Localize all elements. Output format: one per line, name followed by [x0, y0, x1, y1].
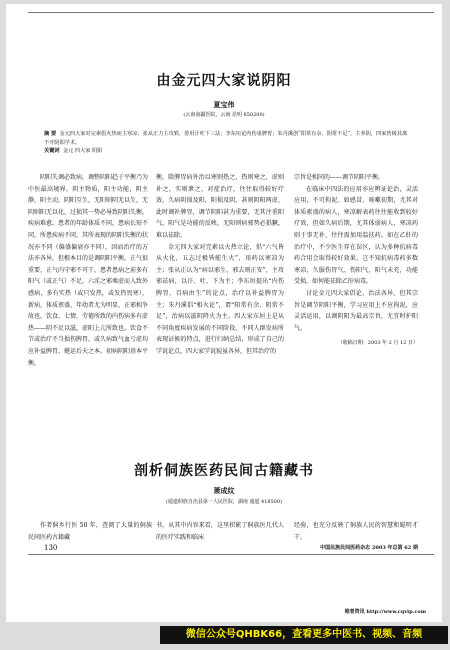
body-column-2 [156, 172, 284, 358]
body-paragraph: 金元四大家对完素以火热立论，倡“六气皆从火化，五志过极皆能生火”，用药以寒凉为主；张从正认为“病以邪生，邪去则正安”，主攻邪祛病，以汗、吐、下为主；李东垣提出“内伤脾胃，百病由生”的论点，治疗以补益脾胃为主；朱丹溪倡“相火论”，谓“阳常有余，阴常不足”，治病以滋阴降火为主。四大家东垣上是从不同角度疾病发展的不同阶段，不同人群发病所表现证候的特点，进行归纳总结，形成了自己的学说论点，四大家学说貌虽各异，但其治疗的 [156, 243, 284, 355]
journal-page [6, 4, 442, 622]
received-date: （收稿日期：2003 年 2 月 12 日） [337, 340, 418, 347]
article2-title: 剖析侗族医药民间古籍藏书 [134, 463, 314, 479]
body-paragraph: 阴阳失调必致病，调整阴阳趋于平衡乃为中医最高境界。阴主物质，阳主功能，阴主静，阳主动，阴阳互生，无阳则阴无以生，无阴则阳无以化，过损其一势必导致阴阳失衡，疾病难愈。患者的年龄体质不同，患病长短不同，所患疾病不同，其所表现的阴阳失衡的状况亦不同（偏盛偏衰亦不同），因而治疗的方法亦各异，但根本目的是调阴阳平衡。正气很重要，正气内守邪不可干。患者患病之前多有阳气（或正气）不足，六淫之邪乘虚而入致外感病，多有实热（或只发热，或发热畏寒），新病，体质禀盛，年幼者尤为明显，正邪相争故也。饮食、七情、劳倦所致的内伤病多有虚热——阴不足以滋，虚阳上亢所致也。饮食不节或治疗不当损伤脾胃，或久病致气血亏虚均应补益脾胃，健运后天之本。初病阴阳基本平衡， [28, 174, 149, 367]
bottom-rule [28, 554, 434, 555]
body-column-3 [294, 172, 418, 350]
abstract-text: 金元四大家对完素倡火热而主寒凉；张从正力主攻邪，善用汗吐下三法；李东垣论内伤重脾胃；朱丹溪创“阳常有余，阴常不足”，主养阴，四家皆极其离不开阴阳学术。 [44, 131, 408, 146]
body-paragraph: 宗旨是相同的——调节阴阳平衡。 [294, 174, 385, 181]
body-paragraph: 经验，也充分反映了侗族人民的智慧和聪明才干。 [294, 522, 418, 541]
article2-author: 萧成纹 [213, 486, 235, 495]
article2-affiliation: (通道侗族自治县第一人民医院，湖南 通道 418500) [165, 499, 283, 505]
article2-column-1 [28, 520, 152, 543]
article2-column-2 [156, 520, 284, 543]
body-paragraph: 书，从其中内容来看，这里积累了侗族医几代人的医疗实践和临床 [156, 522, 284, 541]
body-paragraph: 在临床中四法的应用亦应辨证论治，灵活应用，不可拘泥。如感冒、咳嗽初期，尤其对体质素盛的病人，寒凉解表药往往能收到较好疗效，但如久病后期，尤其体弱病人，寒凉药则于事无补，往往需加用温扶药。如在乙肝的治疗中，不少医生存在误区，认为多种抗病毒药合用会取得较好效果，岂不知抗病毒药多数寒凉，久服伤胃气、伤阳气，阳气未充，功能受损，如何能祛除乙肝病毒。 [294, 185, 418, 286]
watermark-banner: 微信公众号QHBK66，查看更多中医书、视频、音频 [160, 626, 448, 644]
article-title: 由金元四大家说阴阳 [156, 73, 292, 89]
body-paragraph: 衡，除脾胃病外治以寒则热之，热则寒之，虚则补之，实则泄之，对症治疗，往往取得较好疗效。久病阴损及阳，阳损及阴，甚则阴阳两虚，此时调补脾胃，调节阴阳甚为重要，无其注重阳气，阳气是功能的反映，无阳则病邪势必猖獗，难以祛除。 [156, 174, 284, 239]
abstract-block [44, 130, 408, 156]
article2-column-3 [294, 520, 418, 543]
watermark-url: 维普资讯 http://www.cqvip.com [344, 609, 426, 615]
keywords-label: 关键词 [44, 148, 60, 154]
body-paragraph: 作者侗乡行医 50 年，查阅了大量的侗族民间医药古籍藏 [28, 522, 152, 541]
keywords-text: 金元 四大家 阴阳 [62, 148, 103, 154]
journal-footer: 中国民族民间医药杂志 2003 年总第 62 期 [320, 545, 418, 551]
body-column-1 [28, 172, 148, 369]
article-author: 夏宝伟 [213, 100, 235, 109]
article-affiliation: (云南南疆医院，云南 昆明 650200) [183, 112, 265, 118]
body-paragraph: 讨论金元四大家倡论、治法各异，但其宗旨是调节阴阳平衡，学习应用上不应拘泥，应灵活运用，以调阴阳为最高宗旨，尤宜时护阳气。 [294, 289, 418, 332]
top-rule [28, 12, 434, 13]
page-number: 130 [44, 544, 58, 552]
abstract-label: 摘 要 [44, 131, 57, 137]
